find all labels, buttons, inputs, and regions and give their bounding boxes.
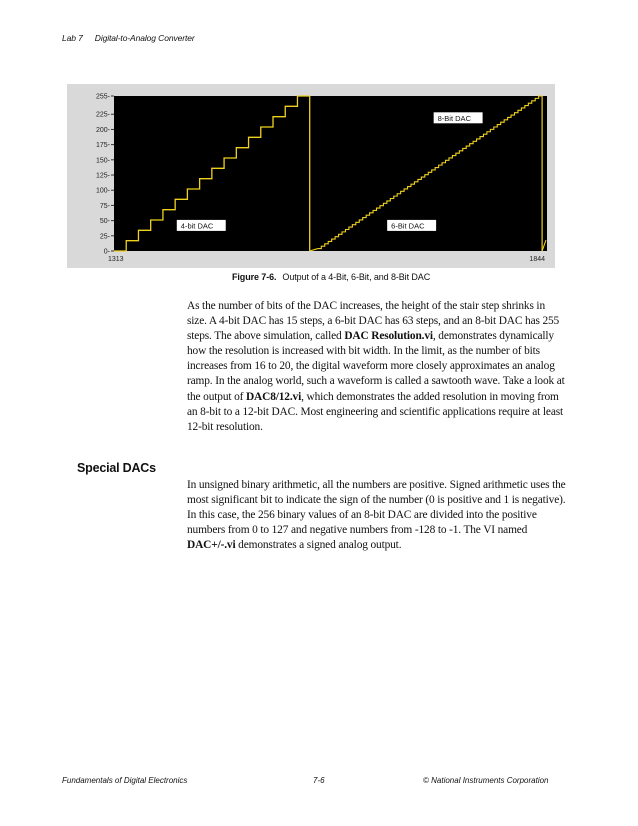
p1-text-e: , which demonstrates the added resolution in moving from an 8-bit to a 12-bit DAC. Most engineering and scientific applications require at least 12-bit resolution. <box>187 390 564 433</box>
running-header <box>62 33 195 43</box>
y-tick-label: 100- <box>95 187 110 195</box>
y-tick-label: 25- <box>99 233 110 241</box>
p1-text-c: , demonstrates dynamically how the resolution is increased with bit width. In the limit, as the number of bits increases from 16 to 20, the digital waveform more closely approximates an analog ramp. In the analog world, such a waveform is called a sawtooth wave. Take a look at the output of <box>187 330 565 403</box>
y-tick-label: 125- <box>95 172 110 180</box>
label-4bit-dac: 4-bit DAC <box>180 221 214 231</box>
y-tick-label: 225- <box>95 111 110 119</box>
y-tick-label: 0- <box>103 248 110 256</box>
y-tick-label: 200- <box>95 126 110 134</box>
y-tick-label: 175- <box>95 142 110 150</box>
label-8bit-dac: 8-Bit DAC <box>437 113 471 123</box>
paragraph-resolution <box>187 299 567 435</box>
dac-output-figure <box>67 84 555 268</box>
header-title: Digital-to-Analog Converter <box>94 33 195 43</box>
y-tick-label: 255- <box>95 93 110 101</box>
x-tick-label: 1844 <box>529 256 545 263</box>
x-axis <box>108 256 545 263</box>
footer-copyright: © National Instruments Corporation <box>423 776 549 785</box>
figure-number: Figure 7-6. <box>232 272 277 282</box>
y-tick-label: 150- <box>95 157 110 165</box>
paragraph-special-dacs <box>187 478 567 553</box>
footer-book-title: Fundamentals of Digital Electronics <box>62 776 188 785</box>
p2-text-a: In unsigned binary arithmetic, all the numbers are positive. Signed arithmetic uses the most significant bit to indicate the sign of the number (0 is positive and 1 is negative). In this case, the 256 binary values of an 8-bit DAC are divided into the positive numbers from 0 to 127 and negative numbers from -128 to -1. The VI named <box>187 479 566 537</box>
figure-caption-text: Output of a 4-Bit, 6-Bit, and 8-Bit DAC <box>282 272 431 282</box>
figure-caption <box>232 272 430 282</box>
section-heading: Special DACs <box>77 461 156 475</box>
x-tick-label: 1313 <box>108 256 124 263</box>
vi-name-dac-signed: DAC+/-.vi <box>187 539 236 552</box>
label-6bit-dac: 6-Bit DAC <box>391 221 425 231</box>
p2-text-c: demonstrates a signed analog output. <box>235 539 402 552</box>
y-tick-label: 50- <box>99 218 110 226</box>
p1-text-a: As the number of bits of the DAC increases, the height of the stair step shrinks in size. A 4-bit DAC has 15 steps, a 6-bit DAC has 63 steps, and an 8-bit DAC has 255 steps. The above simulation, called <box>187 300 560 343</box>
vi-name-dac8-12: DAC8/12.vi <box>245 390 302 403</box>
header-lab: Lab 7 <box>62 33 83 43</box>
dac-output-chart <box>67 84 555 268</box>
y-axis <box>96 94 114 256</box>
vi-name-dac-resolution: DAC Resolution.vi <box>344 330 433 343</box>
y-tick-label: 75- <box>99 202 110 210</box>
footer-page-number: 7-6 <box>313 776 325 785</box>
